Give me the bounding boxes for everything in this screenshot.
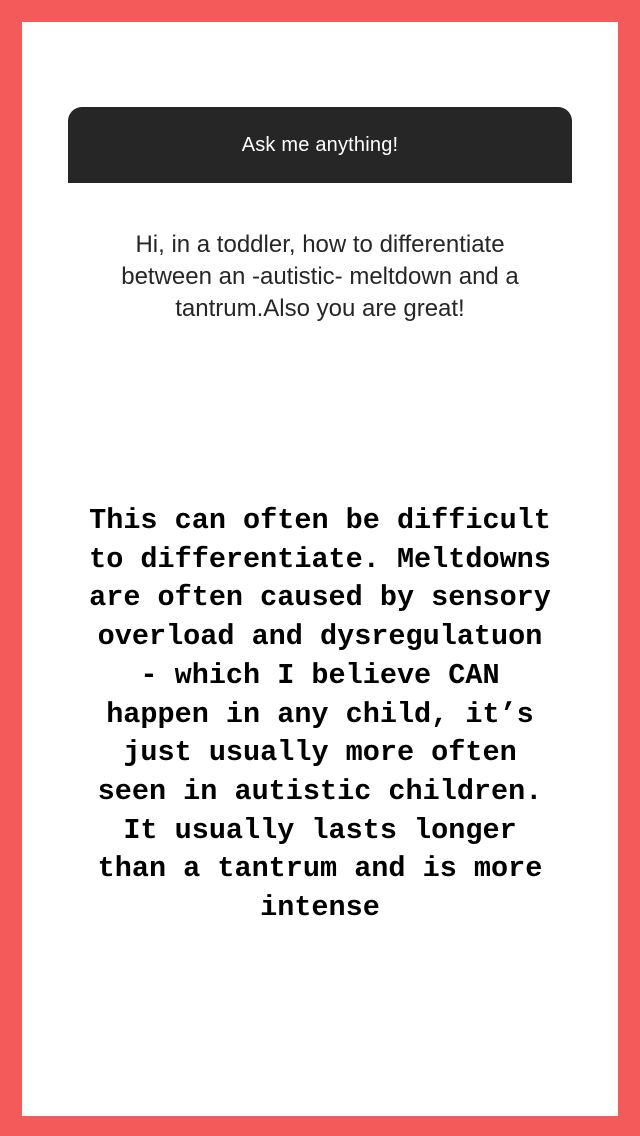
question-sticker-title: Ask me anything! <box>68 107 572 183</box>
answer-text: This can often be difficult to differentiate. Meltdowns are often caused by sensory overload and dysregulatuon - which I believe CAN happen in any child, it’s just usually more often seen in autistic children. It usually lasts longer than a tantrum and is more intense <box>89 504 551 925</box>
question-text: Hi, in a toddler, how to differentiate between an -autistic- meltdown and a tantrum.Also you are great! <box>121 231 519 322</box>
question-sticker[interactable] <box>68 107 572 329</box>
